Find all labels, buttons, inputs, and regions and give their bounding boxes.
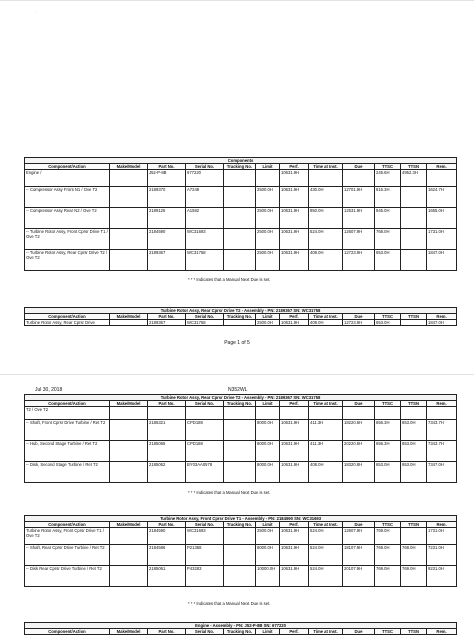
table-cell: 524.0H	[309, 545, 343, 566]
table-cell: 2500.0H	[256, 250, 280, 271]
table-cell: 10631.9H	[280, 545, 309, 566]
column-header: TTSN	[401, 629, 427, 635]
table-cell: 10631.9H	[280, 566, 309, 587]
table-cell	[309, 170, 343, 187]
table-cell: Turbine Rotor Assy, Front Cprsr Drive T1 / Ove T2	[25, 528, 110, 545]
table-cell: 10631.9H	[280, 320, 309, 326]
table-cell: 9231.0H	[427, 566, 457, 587]
table-cell: 768.0H	[401, 545, 427, 566]
table-cell: A7249	[186, 187, 224, 208]
table-cell: 2185065	[148, 441, 186, 462]
table-cell	[401, 208, 427, 229]
table-cell	[427, 170, 457, 187]
table-cell	[375, 407, 401, 420]
table-cell: 2500.0H	[256, 208, 280, 229]
table-cell: 815.3H	[375, 187, 401, 208]
column-header: Serial No.	[186, 401, 224, 407]
column-header: TTSC	[375, 314, 401, 320]
column-header: TTSC	[375, 164, 401, 170]
table-cell: 769.0H	[375, 545, 401, 566]
table-cell: 10631.9H	[280, 187, 309, 208]
table-cell	[110, 250, 148, 271]
table-cell	[256, 407, 280, 420]
column-header: Rem.	[427, 164, 457, 170]
rotor-t2-components-table	[24, 394, 457, 483]
table-cell: 653.0H	[401, 441, 427, 462]
manual-due-note-2: * * * Indicates that a Manual Next Due is set.	[188, 490, 271, 495]
column-header: Perf.	[280, 522, 309, 528]
table-row	[25, 170, 457, 187]
table-cell: 2500.0H	[256, 229, 280, 250]
table-cell: 18220.6H	[343, 420, 375, 441]
table-cell: 2185061	[148, 566, 186, 587]
table-cell	[224, 407, 256, 420]
table-cell: 653.0H	[375, 320, 401, 326]
column-header: Part No.	[148, 522, 186, 528]
column-header: Component/Action	[25, 401, 110, 407]
table-cell	[110, 420, 148, 441]
table-cell: 2189370	[148, 187, 186, 208]
table-cell: CPD188	[186, 420, 224, 441]
table-cell: 12701.9H	[343, 187, 375, 208]
table-cell: 850.0H	[309, 208, 343, 229]
table-cell	[401, 229, 427, 250]
table-cell	[148, 407, 186, 420]
table-cell: 656.3H	[375, 441, 401, 462]
table-cell: T2 / Ove T2	[25, 407, 110, 420]
table-row	[25, 250, 457, 271]
table-cell: 2500.0H	[256, 320, 280, 326]
table-cell: 653.0H	[401, 420, 427, 441]
column-header: TTSC	[375, 401, 401, 407]
table-cell: 2184590	[148, 528, 186, 545]
table-cell: 408.0H	[309, 320, 343, 326]
table-cell: 677220	[186, 170, 224, 187]
table-cell: WC31693	[186, 528, 224, 545]
table-title: Turbine Rotor Assy, Front Cprsr Drive T1 - Assembly - PN: 2184590 SN: WC31693	[25, 516, 457, 522]
table-cell: 1731.0H	[427, 528, 457, 545]
table-cell	[401, 528, 427, 545]
column-header: Serial No.	[186, 314, 224, 320]
table-cell	[224, 170, 256, 187]
table-cell: 2500.0H	[256, 187, 280, 208]
table-cell: WC31693	[186, 229, 224, 250]
table-cell: 10000.0H	[256, 566, 280, 587]
column-header: Part No.	[148, 314, 186, 320]
column-header: Serial No.	[186, 629, 224, 635]
table-title: Turbine Rotor Assy, Rear Cprsr Drive T2 - Assembly - PN: 2189367 SN: WC31758	[25, 308, 457, 314]
table-cell	[186, 407, 224, 420]
table-cell: 12607.9H	[343, 229, 375, 250]
table-cell: 656.3H	[375, 420, 401, 441]
table-title: Engine - Assembly - PN: J52-P-8B SN: 677220	[25, 623, 457, 629]
table-row	[25, 462, 457, 483]
table-cell: 10631.9H	[280, 229, 309, 250]
column-header: Perf.	[280, 401, 309, 407]
column-header: Due	[343, 314, 375, 320]
table-cell: 7343.7H	[427, 420, 457, 441]
column-header: TTSC	[375, 629, 401, 635]
rotor-t2-table-block	[24, 307, 456, 326]
table-cell: 2500.0H	[256, 528, 280, 545]
table-cell	[224, 187, 256, 208]
column-header: Make/Model	[110, 401, 148, 407]
table-cell	[224, 208, 256, 229]
table-cell	[224, 250, 256, 271]
table-cell	[224, 566, 256, 587]
table-cell	[401, 407, 427, 420]
column-header: Perf.	[280, 164, 309, 170]
column-header: Limit	[256, 401, 280, 407]
table-cell	[224, 441, 256, 462]
table-cell: 18320.8H	[343, 462, 375, 483]
table-cell	[401, 250, 427, 271]
column-header: Due	[343, 629, 375, 635]
column-header: Rem.	[427, 401, 457, 407]
table-row	[25, 528, 457, 545]
table-cell	[110, 208, 148, 229]
column-header: Part No.	[148, 164, 186, 170]
table-cell: 8000.0H	[256, 441, 280, 462]
table-cell: 10631.9H	[280, 420, 309, 441]
table-cell: 18107.9H	[343, 545, 375, 566]
column-header: TTSN	[401, 401, 427, 407]
table-cell: 8000.0H	[256, 420, 280, 441]
table-cell: 2184590	[148, 229, 186, 250]
table-cell: Turbine Rotor Assy, Rear Cprsr Drive	[25, 320, 110, 326]
column-header: Part No.	[148, 629, 186, 635]
table-cell: 20220.6H	[343, 441, 375, 462]
table-cell: 10631.9H	[280, 528, 309, 545]
table-cell: WC31758	[186, 250, 224, 271]
table-cell: 2189367	[148, 320, 186, 326]
table-cell: 12723.9H	[343, 250, 375, 271]
table-cell: 524.0H	[309, 229, 343, 250]
table-cell: 2184586	[148, 545, 186, 566]
table-cell: J52-P-8B	[148, 170, 186, 187]
column-header: TTSC	[375, 522, 401, 528]
column-header: Time at Inst.	[309, 314, 343, 320]
table-cell: 653.0H	[375, 250, 401, 271]
table-cell: WC31758	[186, 320, 224, 326]
table-cell: -- Turbine Rotor Assy, Front Cprsr Drive T1 / Ove T2	[25, 229, 110, 250]
table-cell: 10631.9H	[280, 250, 309, 271]
engine-assembly-block	[24, 622, 456, 635]
table-row	[25, 545, 457, 566]
table-cell	[280, 407, 309, 420]
report-date: Jul 30, 2018	[35, 387, 63, 393]
table-cell: 769.0H	[375, 528, 401, 545]
table-cell: 7343.7H	[427, 441, 457, 462]
table-row	[25, 441, 457, 462]
table-cell: -- Disk, Second Stage Turbine / Ret T2	[25, 462, 110, 483]
table-cell: 769.0H	[401, 566, 427, 587]
components-table	[24, 157, 457, 271]
column-header: Rem.	[427, 629, 457, 635]
column-header: Make/Model	[110, 629, 148, 635]
column-header: Limit	[256, 164, 280, 170]
column-header: Due	[343, 164, 375, 170]
table-row	[25, 320, 457, 326]
table-cell: 10631.9H	[280, 462, 309, 483]
column-header: Time at Inst.	[309, 629, 343, 635]
column-header: Part No.	[148, 401, 186, 407]
table-cell	[256, 170, 280, 187]
table-cell: 10631.9H	[280, 441, 309, 462]
manual-due-note-3: * * * Indicates that a Manual Next Due is set.	[188, 601, 271, 606]
table-cell: Engine /	[25, 170, 110, 187]
column-header: Tracking No.	[224, 629, 256, 635]
column-header: Due	[343, 522, 375, 528]
page-number: Page 1 of 5	[224, 340, 250, 346]
table-cell	[110, 320, 148, 326]
table-cell: -- Turbine Rotor Assy, Rear Cprsr Drive T2 / Ove T2	[25, 250, 110, 271]
column-header: Perf.	[280, 629, 309, 635]
table-cell: A1582	[186, 208, 224, 229]
table-cell: 411.3H	[309, 420, 343, 441]
rotor-t1-table	[24, 515, 457, 587]
column-header: Time at Inst.	[309, 401, 343, 407]
table-cell: -- Compressor Assy Rear N2 / Ove T2	[25, 208, 110, 229]
table-cell: 524.0H	[309, 528, 343, 545]
table-cell: 12531.9H	[343, 208, 375, 229]
rotor-t1-table-block	[24, 515, 456, 587]
table-cell: -- Disk Rear Cprsr Drive Turbine / Ret T2	[25, 566, 110, 587]
components-table-block	[24, 157, 456, 271]
table-cell: 4952.3H	[401, 170, 427, 187]
table-cell	[309, 407, 343, 420]
table-cell	[110, 462, 148, 483]
table-cell	[224, 420, 256, 441]
column-header: Make/Model	[110, 314, 148, 320]
table-cell: BY03AA0578	[186, 462, 224, 483]
table-cell	[224, 320, 256, 326]
page-separator	[0, 374, 474, 375]
column-header: TTSN	[401, 164, 427, 170]
table-cell: 768.0H	[375, 229, 401, 250]
column-header: TTSN	[401, 314, 427, 320]
table-title: Components	[25, 158, 457, 164]
table-row	[25, 420, 457, 441]
table-cell	[401, 187, 427, 208]
rotor-t2-components-block	[24, 394, 456, 483]
table-cell	[343, 170, 375, 187]
table-row	[25, 229, 457, 250]
page-top-edge	[0, 0, 474, 1]
table-cell	[224, 545, 256, 566]
column-header: Limit	[256, 314, 280, 320]
table-cell: P21368	[186, 545, 224, 566]
table-cell: 10631.9H	[280, 208, 309, 229]
table-row	[25, 187, 457, 208]
table-cell	[110, 170, 148, 187]
table-cell: 245.6H	[375, 170, 401, 187]
column-header: Limit	[256, 522, 280, 528]
table-cell: P43283	[186, 566, 224, 587]
table-cell	[343, 407, 375, 420]
table-cell: 1847.0H	[427, 250, 457, 271]
table-cell: 845.0H	[375, 208, 401, 229]
table-cell	[401, 320, 427, 326]
table-cell	[110, 229, 148, 250]
table-cell: 430.0H	[309, 187, 343, 208]
aircraft-registration: N352WL	[228, 387, 248, 393]
table-cell	[110, 545, 148, 566]
table-cell: 1847.0H	[427, 320, 457, 326]
column-header: Time at Inst.	[309, 522, 343, 528]
table-cell: 12723.9H	[343, 320, 375, 326]
table-cell: 7347.0H	[427, 462, 457, 483]
table-cell	[110, 441, 148, 462]
table-cell	[427, 407, 457, 420]
table-cell: 653.0H	[375, 462, 401, 483]
table-cell: 12607.9H	[343, 528, 375, 545]
column-header: Tracking No.	[224, 314, 256, 320]
table-cell: 10631.9H	[280, 170, 309, 187]
table-cell: 1624.7H	[427, 187, 457, 208]
column-header: Component/Action	[25, 314, 110, 320]
column-header: Time at Inst.	[309, 164, 343, 170]
table-cell: -- Shaft, Front Cprsr Drive Turbine / Ret T2	[25, 420, 110, 441]
column-header: Serial No.	[186, 522, 224, 528]
table-cell	[110, 187, 148, 208]
column-header: Perf.	[280, 314, 309, 320]
table-cell: 1655.0H	[427, 208, 457, 229]
table-cell	[110, 407, 148, 420]
table-title: Turbine Rotor Assy, Rear Cprsr Drive T2 - Assembly - PN: 2189367 SN: WC31758	[25, 395, 457, 401]
table-cell: 7231.0H	[427, 545, 457, 566]
table-cell: -- Hub, Second Stage Turbine / Ret T2	[25, 441, 110, 462]
rotor-t2-table	[24, 307, 457, 326]
table-row	[25, 566, 457, 587]
table-cell: 653.0H	[401, 462, 427, 483]
table-cell: 2189125	[148, 208, 186, 229]
column-header: Due	[343, 401, 375, 407]
column-header: Tracking No.	[224, 401, 256, 407]
scan-mark: ·	[36, 10, 38, 15]
table-cell: 769.0H	[375, 566, 401, 587]
table-cell: 524.0H	[309, 566, 343, 587]
table-row	[25, 208, 457, 229]
table-cell	[110, 528, 148, 545]
column-header: Make/Model	[110, 522, 148, 528]
column-header: Rem.	[427, 522, 457, 528]
table-cell: CPD188	[186, 441, 224, 462]
table-cell: -- Shaft, Rear Cprsr Drive Turbine / Ret T2	[25, 545, 110, 566]
column-header: Limit	[256, 629, 280, 635]
engine-assembly-table	[24, 622, 457, 635]
table-cell: 2185321	[148, 420, 186, 441]
table-cell	[224, 528, 256, 545]
table-cell: 8000.0H	[256, 545, 280, 566]
column-header: Tracking No.	[224, 522, 256, 528]
table-cell: 408.0H	[309, 250, 343, 271]
table-cell: 8000.0H	[256, 462, 280, 483]
manual-due-note: * * * Indicates that a Manual Next Due is set.	[188, 277, 271, 282]
column-header: Component/Action	[25, 629, 110, 635]
table-cell	[224, 229, 256, 250]
table-cell: 2185062	[148, 462, 186, 483]
table-cell: 411.3H	[309, 441, 343, 462]
table-cell: -- Compressor Assy Front N1 / Ove T2	[25, 187, 110, 208]
column-header: Make/Model	[110, 164, 148, 170]
column-header: Component/Action	[25, 522, 110, 528]
table-row	[25, 407, 457, 420]
table-cell: 1731.0H	[427, 229, 457, 250]
table-cell: 20107.9H	[343, 566, 375, 587]
table-cell: 408.0H	[309, 462, 343, 483]
table-cell: 2189367	[148, 250, 186, 271]
table-cell	[224, 462, 256, 483]
column-header: Tracking No.	[224, 164, 256, 170]
column-header: TTSN	[401, 522, 427, 528]
column-header: Component/Action	[25, 164, 110, 170]
column-header: Serial No.	[186, 164, 224, 170]
table-cell	[110, 566, 148, 587]
column-header: Rem.	[427, 314, 457, 320]
